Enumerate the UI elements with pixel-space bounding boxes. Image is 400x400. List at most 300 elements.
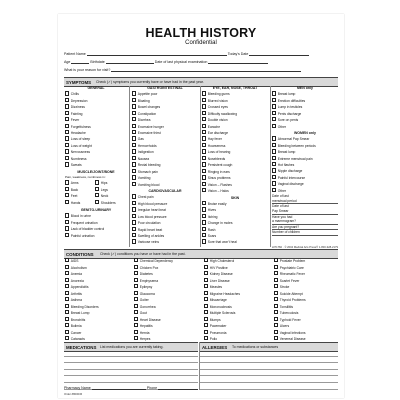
checkbox[interactable] — [202, 156, 206, 160]
checkbox[interactable] — [202, 149, 206, 153]
checkbox[interactable] — [132, 136, 136, 140]
todays-date-label: Today's Date — [227, 52, 249, 56]
age-field[interactable] — [71, 60, 89, 64]
checkbox[interactable] — [272, 175, 276, 179]
checkbox-label: Loss of sleep — [70, 137, 91, 142]
checkbox[interactable] — [134, 291, 138, 295]
checkbox[interactable] — [65, 124, 69, 128]
eent-title: EYE, EAR, NOSE, THROAT — [212, 86, 258, 90]
pharmacy-field[interactable] — [92, 386, 146, 390]
checkbox-label: Chemical Dependency — [139, 259, 173, 264]
checkbox[interactable] — [204, 323, 208, 327]
checkbox[interactable] — [132, 91, 136, 95]
reason-row — [64, 68, 301, 72]
checkbox[interactable] — [202, 207, 206, 211]
checkbox[interactable] — [134, 310, 138, 314]
checkbox[interactable] — [272, 91, 276, 95]
checkbox-label: Thyroid Problems — [279, 298, 306, 303]
checkbox[interactable] — [132, 182, 136, 186]
checkbox[interactable] — [204, 317, 208, 321]
checkbox[interactable] — [134, 284, 138, 288]
checkbox[interactable] — [274, 271, 278, 275]
checkbox-label: Rapid heart beat — [137, 227, 163, 232]
checkbox-label: Nausea — [137, 156, 150, 161]
checkbox-label: Sore that won't heal — [207, 240, 237, 245]
checkbox[interactable] — [272, 149, 276, 153]
checkbox-label: Vision – Halos — [207, 189, 229, 194]
checkbox[interactable] — [204, 336, 208, 340]
women-title: WOMEN only — [294, 130, 316, 135]
column-divider — [200, 86, 201, 247]
checkbox[interactable] — [132, 239, 136, 243]
medications-lines[interactable] — [64, 350, 198, 390]
women-extra-a-mammogram: a mammogram? — [272, 219, 338, 225]
women-extra-date-of-last: Date of last — [272, 194, 289, 199]
checkbox[interactable] — [272, 98, 276, 102]
checkbox-label: Goiter — [139, 298, 149, 303]
checkbox[interactable] — [202, 182, 206, 186]
checkbox[interactable] — [132, 233, 136, 237]
checkbox-label: Double vision — [207, 118, 228, 123]
footer-order: Order #800036 — [64, 393, 83, 396]
checkbox[interactable] — [272, 136, 276, 140]
checkbox-label: Persistent cough — [207, 163, 233, 168]
checkbox-label: HIV Positive — [209, 265, 228, 270]
checkbox-label: Alcoholism — [70, 265, 87, 270]
conditions-col-1 — [65, 258, 131, 343]
women-extra-have-you-had: Have you had — [272, 214, 293, 219]
checkbox[interactable] — [132, 149, 136, 153]
checkbox[interactable] — [65, 143, 69, 147]
checkbox-label: Stomach pain — [137, 169, 158, 174]
checkbox[interactable] — [134, 265, 138, 269]
checkbox-label: Anorexia — [70, 278, 84, 283]
checkbox[interactable] — [132, 194, 136, 198]
checkbox-label: Hives — [207, 208, 217, 213]
health-history-form — [58, 14, 344, 398]
checkbox[interactable] — [132, 111, 136, 115]
checkbox[interactable] — [202, 239, 206, 243]
checkbox[interactable] — [65, 265, 69, 269]
allergies-lines[interactable] — [200, 350, 338, 390]
checkbox[interactable] — [65, 180, 69, 184]
checkbox-label: Liver Disease — [209, 278, 230, 283]
checkbox-label: Scars — [207, 234, 217, 239]
checkbox[interactable] — [132, 207, 136, 211]
checkbox[interactable] — [274, 278, 278, 282]
checkbox[interactable] — [202, 169, 206, 173]
conditions-col-3 — [204, 258, 270, 343]
checkbox[interactable] — [65, 291, 69, 295]
checkbox-label: Rectal bleeding — [137, 163, 161, 168]
checkbox[interactable] — [202, 233, 206, 237]
gastro-title: GASTROINTESTINAL — [147, 86, 183, 90]
checkbox[interactable] — [132, 98, 136, 102]
checkbox-label: Vomiting blood — [137, 182, 160, 187]
symptom-men-other[interactable] — [272, 124, 338, 130]
eent-column — [202, 86, 268, 246]
checkbox-label: AIDS — [70, 259, 79, 264]
checkbox[interactable] — [65, 213, 69, 217]
symptom-vision-halos[interactable] — [202, 188, 268, 194]
checkbox-label: Bleeding between periods — [277, 143, 316, 148]
checkbox-label: Frequent urination — [70, 220, 98, 225]
checkbox-label: Cataracts — [70, 337, 85, 342]
checkbox-label: Blood in urine — [70, 214, 91, 219]
medications-instruction: List medications you are currently taking. — [100, 345, 164, 350]
reason-label: What is your reason for visit? — [64, 68, 111, 72]
checkbox[interactable] — [65, 156, 69, 160]
medications-heading: MEDICATIONS — [66, 344, 97, 350]
checkbox[interactable] — [202, 201, 206, 205]
symptom-shoulders[interactable] — [95, 200, 125, 206]
checkbox-label: Epilepsy — [139, 285, 153, 290]
birthdate-label: Birthdate — [90, 60, 105, 64]
checkbox[interactable] — [272, 188, 276, 192]
checkbox[interactable] — [204, 278, 208, 282]
checkbox[interactable] — [134, 336, 138, 340]
conditions-heading: CONDITIONS — [66, 251, 94, 257]
checkbox[interactable] — [202, 188, 206, 192]
checkbox-label: Low blood pressure — [137, 214, 167, 219]
checkbox[interactable] — [202, 130, 206, 134]
checkbox-label: Scarlet Fever — [279, 278, 300, 283]
checkbox[interactable] — [65, 323, 69, 327]
checkbox-label: Hemorrhoids — [137, 144, 157, 149]
checkbox[interactable] — [202, 220, 206, 224]
musculo-title: MUSCLE/JOINT/BONE — [77, 169, 115, 174]
checkbox-label: Chest pain — [137, 195, 154, 200]
checkbox[interactable] — [204, 284, 208, 288]
checkbox-label: Arthritis — [70, 291, 82, 296]
checkbox-label: Lump in testicles — [277, 105, 303, 110]
checkbox[interactable] — [204, 310, 208, 314]
checkbox-label: Arms — [70, 181, 79, 186]
checkbox-label: Breast lump — [277, 92, 296, 97]
checkbox[interactable] — [65, 226, 69, 230]
cardio-title: CARDIOVASCULAR — [148, 189, 182, 194]
checkbox[interactable] — [272, 124, 276, 128]
checkbox-label: Kidney Disease — [209, 272, 233, 277]
checkbox[interactable] — [134, 330, 138, 334]
checkbox-label: Fever — [70, 118, 80, 123]
symptom-hands[interactable] — [65, 200, 95, 206]
checkbox-label: Rheumatic Fever — [279, 272, 305, 277]
checkbox[interactable] — [134, 258, 138, 262]
checkbox-label: Abnormal Pap Smear — [277, 137, 310, 142]
checkbox-label: Numbness — [70, 156, 87, 161]
symptom-varicose-veins[interactable] — [132, 239, 198, 245]
gastro-column — [132, 86, 198, 246]
checkbox[interactable] — [272, 156, 276, 160]
checkbox[interactable] — [65, 297, 69, 301]
checkbox[interactable] — [132, 220, 136, 224]
checkbox-label: Ringing in ears — [207, 169, 230, 174]
checkbox[interactable] — [65, 193, 69, 197]
checkbox[interactable] — [202, 91, 206, 95]
checkbox-label: Rash — [207, 227, 216, 232]
checkbox[interactable] — [204, 258, 208, 262]
checkbox[interactable] — [274, 258, 278, 262]
phone-label: Phone — [146, 386, 158, 390]
checkbox-label: Prostate Problem — [279, 259, 306, 264]
checkbox[interactable] — [202, 104, 206, 108]
checkbox[interactable] — [272, 143, 276, 147]
checkbox-label: Sinus problems — [207, 176, 231, 181]
form-subtitle: Confidential — [185, 40, 217, 46]
checkbox[interactable] — [274, 284, 278, 288]
checkbox-label: Nosebleeds — [207, 156, 226, 161]
checkbox[interactable] — [95, 200, 99, 204]
checkbox-label: Extreme menstrual pain — [277, 156, 313, 161]
checkbox-label: Bleeding gums — [207, 92, 230, 97]
checkbox[interactable] — [134, 271, 138, 275]
pharmacy-label: Pharmacy Name — [64, 386, 91, 390]
checkbox-label: Sweats — [70, 163, 82, 168]
symptoms-instruction: Check (✓) symptoms you currently have or have had in the past year. — [96, 80, 204, 85]
checkbox[interactable] — [65, 233, 69, 237]
checkbox-label: Hands — [70, 200, 81, 205]
conditions-col-4 — [274, 258, 340, 343]
checkbox[interactable] — [65, 310, 69, 314]
checkbox[interactable] — [272, 104, 276, 108]
checkbox[interactable] — [274, 297, 278, 301]
checkbox-label: Miscarriage — [209, 298, 227, 303]
checkbox-label: Gonorrhea — [139, 304, 156, 309]
checkbox[interactable] — [132, 156, 136, 160]
patient-name-field[interactable] — [87, 52, 227, 56]
checkbox[interactable] — [272, 181, 276, 185]
checkbox[interactable] — [65, 130, 69, 134]
checkbox-label: Hernia — [139, 330, 150, 335]
checkbox-label: Vaginal discharge — [277, 182, 304, 187]
footer-copyright: HI71782 · © 2004 Medical Arts Press® 1-800-328-2179 — [271, 246, 338, 249]
last-exam-label: Date of last physical examination — [154, 60, 208, 64]
symptom-vomiting-blood[interactable] — [132, 182, 198, 188]
checkbox[interactable] — [204, 271, 208, 275]
checkbox-label: Bleeding Disorders — [70, 304, 99, 309]
checkbox[interactable] — [134, 297, 138, 301]
checkbox[interactable] — [134, 317, 138, 321]
checkbox-label: Bruise easily — [207, 201, 227, 206]
checkbox[interactable] — [274, 317, 278, 321]
checkbox[interactable] — [134, 278, 138, 282]
checkbox-label: Diabetes — [139, 272, 153, 277]
checkbox[interactable] — [272, 117, 276, 121]
checkbox-label: Pacemaker — [209, 324, 227, 329]
checkbox-label: Measles — [209, 285, 223, 290]
last-exam-field[interactable] — [208, 60, 268, 64]
checkbox[interactable] — [65, 162, 69, 166]
checkbox[interactable] — [65, 187, 69, 191]
checkbox[interactable] — [274, 323, 278, 327]
checkbox[interactable] — [132, 124, 136, 128]
checkbox[interactable] — [274, 304, 278, 308]
checkbox-label: Suicide Attempt — [279, 291, 303, 296]
checkbox[interactable] — [65, 104, 69, 108]
musculo-row — [65, 200, 127, 206]
checkbox[interactable] — [272, 162, 276, 166]
checkbox[interactable] — [65, 91, 69, 95]
checkbox-label: Stroke — [279, 285, 290, 290]
general-title: GENERAL — [87, 86, 105, 90]
checkbox[interactable] — [202, 162, 206, 166]
form-title: HEALTH HISTORY — [145, 26, 257, 40]
checkbox-label: Hoarseness — [207, 144, 226, 149]
checkbox[interactable] — [132, 130, 136, 134]
checkbox-label: Cancer — [70, 330, 82, 335]
checkbox-label: Psychiatric Care — [279, 265, 304, 270]
women-extra-pap-smear: Pap Smear — [272, 209, 338, 215]
column-divider — [129, 86, 130, 247]
checkbox[interactable] — [274, 336, 278, 340]
checkbox[interactable] — [272, 111, 276, 115]
checkbox-label: Feet — [70, 194, 78, 199]
age-row — [64, 60, 268, 64]
checkbox[interactable] — [204, 304, 208, 308]
checkbox-label: Blurred vision — [207, 98, 228, 103]
checkbox[interactable] — [65, 258, 69, 262]
checkbox-label: Gas — [137, 137, 144, 142]
checkbox-label: Excessive thirst — [137, 131, 161, 136]
checkbox[interactable] — [65, 220, 69, 224]
checkbox[interactable] — [65, 336, 69, 340]
checkbox[interactable] — [274, 291, 278, 295]
checkbox[interactable] — [202, 124, 206, 128]
checkbox[interactable] — [202, 143, 206, 147]
checkbox-label: Typhoid Fever — [279, 317, 301, 322]
allergies-instruction: To medications or substances — [232, 345, 279, 350]
checkbox[interactable] — [202, 111, 206, 115]
checkbox-label: Hepatitis — [139, 324, 153, 329]
checkbox[interactable] — [202, 117, 206, 121]
checkbox[interactable] — [202, 175, 206, 179]
checkbox[interactable] — [65, 200, 69, 204]
checkbox[interactable] — [134, 304, 138, 308]
checkbox-label: Shoulders — [100, 200, 116, 205]
general-column — [65, 86, 127, 239]
checkbox[interactable] — [132, 169, 136, 173]
patient-name-row — [64, 52, 309, 56]
checkbox-label: Varicose veins — [137, 240, 159, 245]
conditions-col-2 — [134, 258, 200, 343]
checkbox-label: Bronchitis — [70, 317, 86, 322]
todays-date-field[interactable] — [249, 52, 309, 56]
checkbox[interactable] — [132, 104, 136, 108]
checkbox[interactable] — [204, 297, 208, 301]
checkbox-label: Legs — [100, 187, 108, 192]
patient-name-label: Patient Name — [64, 52, 86, 56]
checkbox[interactable] — [65, 149, 69, 153]
checkbox[interactable] — [65, 271, 69, 275]
checkbox-label: High blood pressure — [137, 201, 168, 206]
checkbox-label: Hay fever — [207, 137, 222, 142]
checkbox-label: Appetite poor — [137, 92, 158, 97]
checkbox[interactable] — [204, 265, 208, 269]
checkbox[interactable] — [65, 278, 69, 282]
checkbox[interactable] — [134, 323, 138, 327]
checkbox[interactable] — [95, 193, 99, 197]
checkbox-label: Constipation — [137, 111, 157, 116]
checkbox-label: Vaginal Infections — [279, 330, 306, 335]
checkbox-label: Excessive hunger — [137, 124, 164, 129]
checkbox[interactable] — [65, 98, 69, 102]
checkbox-label: Anemia — [70, 272, 82, 277]
checkbox-label: Vision – Flashes — [207, 182, 232, 187]
symptom-painful-urination[interactable] — [65, 233, 127, 239]
checkbox[interactable] — [132, 175, 136, 179]
checkbox[interactable] — [274, 330, 278, 334]
checkbox[interactable] — [202, 98, 206, 102]
checkbox[interactable] — [95, 180, 99, 184]
symptom-sore-that-won-t-heal[interactable] — [202, 239, 268, 245]
checkbox[interactable] — [65, 317, 69, 321]
checkbox-label: Difficulty swallowing — [207, 111, 238, 116]
checkbox[interactable] — [132, 214, 136, 218]
checkbox[interactable] — [132, 162, 136, 166]
checkbox-label: Swelling of ankles — [137, 234, 165, 239]
checkbox[interactable] — [274, 265, 278, 269]
checkbox-label: Multiple Sclerosis — [209, 311, 236, 316]
checkbox-label: Change in moles — [207, 221, 233, 226]
checkbox-label: Other — [277, 124, 287, 129]
checkbox[interactable] — [65, 111, 69, 115]
checkbox[interactable] — [272, 168, 276, 172]
checkbox[interactable] — [65, 117, 69, 121]
checkbox-label: Diarrhea — [137, 118, 151, 123]
checkbox-label: Irregular heart beat — [137, 208, 166, 213]
checkbox-label: Painful intercourse — [277, 176, 306, 181]
checkbox[interactable] — [132, 143, 136, 147]
checkbox[interactable] — [204, 330, 208, 334]
checkbox-label: Bloating — [137, 98, 150, 103]
checkbox[interactable] — [132, 227, 136, 231]
checkbox[interactable] — [65, 330, 69, 334]
checkbox-label: Penis discharge — [277, 111, 302, 116]
checkbox[interactable] — [274, 310, 278, 314]
checkbox-label: Nipple discharge — [277, 169, 303, 174]
checkbox[interactable] — [132, 201, 136, 205]
phone-field[interactable] — [158, 386, 198, 390]
checkbox-label: Ulcers — [279, 324, 290, 329]
checkbox-label: Herpes — [139, 337, 151, 342]
symptom-sweats[interactable] — [65, 162, 127, 168]
birthdate-field[interactable] — [106, 60, 154, 64]
women-extra-date-of-last: Date of last — [272, 204, 289, 209]
checkbox-label: Heart Disease — [139, 317, 161, 322]
checkbox[interactable] — [132, 117, 136, 121]
checkbox[interactable] — [65, 304, 69, 308]
checkbox-label: Glaucoma — [139, 291, 155, 296]
checkbox-label: Venereal Disease — [279, 337, 306, 342]
checkbox[interactable] — [204, 291, 208, 295]
med-allergy-divider — [199, 342, 200, 390]
checkbox[interactable] — [202, 136, 206, 140]
checkbox[interactable] — [202, 214, 206, 218]
checkbox-label: Crossed eyes — [207, 105, 228, 110]
checkbox-label: Vomiting — [137, 176, 151, 181]
checkbox[interactable] — [202, 227, 206, 231]
checkbox[interactable] — [95, 187, 99, 191]
men-title: MEN only — [297, 86, 313, 90]
checkbox[interactable] — [65, 284, 69, 288]
checkbox-label: Appendicitis — [70, 285, 89, 290]
checkbox-label: Mononucleosis — [209, 304, 232, 309]
reason-field[interactable] — [111, 68, 301, 72]
checkbox-label: Bulimia — [70, 324, 82, 329]
checkbox[interactable] — [65, 136, 69, 140]
checkbox-label: Dizziness — [70, 105, 85, 110]
